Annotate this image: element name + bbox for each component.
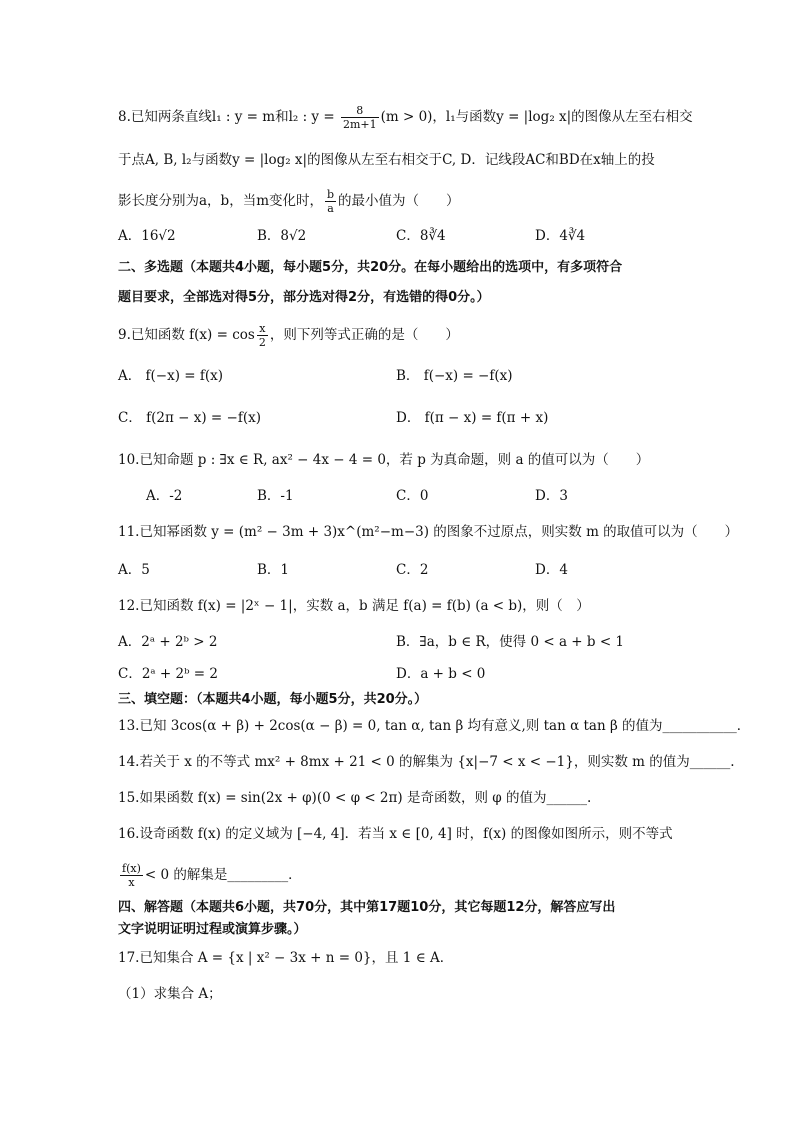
q9-stem (118, 322, 459, 349)
q11-option-c: C．2 (396, 562, 429, 578)
q9-option-d: D． f(π − x) = f(π + x) (396, 410, 549, 426)
q11-option-a: A．5 (118, 562, 150, 578)
q9-option-c: C． f(2π − x) = −f(x) (118, 410, 261, 426)
q8-text-c: (m > 0)，l₁与函数y = |log₂ x|的图像从左至右相交 (380, 109, 693, 125)
q12-option-c: C．2ᵃ + 2ᵇ = 2 (118, 666, 218, 682)
q11-stem: 11.已知幂函数 y = (m² − 3m + 3)x^(m²−m−3) 的图象不过原点，则实数 m 的取值可以为（ ） (118, 524, 739, 540)
q12-option-a: A．2ᵃ + 2ᵇ > 2 (118, 634, 218, 650)
q8-line3 (118, 188, 460, 215)
q8-line3-b: 的最小值为（ ） (338, 193, 460, 209)
q9-stem-a: 9.已知函数 f(x) = cos (118, 327, 255, 343)
q11-option-d: D．4 (535, 562, 568, 578)
q8-frac-num: 8 (341, 104, 379, 118)
q8-line2: 于点A, B, l₂与函数y = |log₂ x|的图像从左至右相交于C, D．记线段AC和BD在x轴上的投 (118, 152, 655, 168)
q8-text-a: 8.已知两条直线l (118, 109, 217, 125)
q10-option-b: B．-1 (257, 488, 294, 504)
q12-stem: 12.已知函数 f(x) = |2ˣ − 1|，实数 a，b 满足 f(a) = f(b) (a < b)，则（ ） (118, 598, 590, 614)
section4-heading-line2: 文字说明证明过程或演算步骤。） (118, 922, 307, 937)
q8-line3-a: 影长度分别为a，b，当m变化时， (118, 193, 323, 209)
q8-ratio-num: b (327, 188, 335, 201)
q9-frac-num: x (257, 322, 268, 336)
q9-option-a: A． f(−x) = f(x) (118, 368, 224, 384)
q17-part1: （1）求集合 A； (118, 986, 222, 1002)
q8-fraction (341, 104, 379, 131)
q8-option-d: D．4∛4 (535, 228, 586, 244)
q8-option-b: B．8√2 (257, 228, 307, 244)
q8-ratio-fraction (325, 188, 336, 215)
q16-frac-den: x (128, 876, 135, 889)
q10-option-a: A．-2 (146, 488, 183, 504)
q16-frac-num: f(x) (122, 862, 141, 875)
q9-option-b: B． f(−x) = −f(x) (396, 368, 513, 384)
q16-fraction (120, 862, 143, 889)
q17-stem: 17.已知集合 A = {x | x² − 3x + n = 0}，且 1 ∈ A． (118, 950, 454, 966)
q12-option-b: B．∃a，b ∈ R，使得 0 < a + b < 1 (396, 634, 625, 650)
q10-option-d: D．3 (535, 488, 568, 504)
q10-option-c: C．0 (396, 488, 429, 504)
q9-frac-den: 2 (258, 336, 266, 349)
q9-fraction (257, 322, 268, 349)
q8-ratio-den: a (327, 202, 334, 215)
section2-heading-line2: 题目要求，全部选对得5分，部分选对得2分，有选错的得0分。） (118, 290, 490, 305)
q9-stem-b: ，则下列等式正确的是（ ） (269, 327, 459, 343)
q8-option-a: A．16√2 (118, 228, 176, 244)
q8-option-c: C．8∛4 (396, 228, 446, 244)
q12-option-d: D．a + b < 0 (396, 666, 486, 682)
q14-stem: 14.若关于 x 的不等式 mx² + 8mx + 21 < 0 的解集为 {x|−7 < x < −1}，则实数 m 的值为______. (118, 754, 735, 770)
q16-line2 (118, 862, 302, 889)
section2-heading-line1: 二、多选题（本题共4小题，每小题5分，共20分。在每小题给出的选项中，有多项符合 (118, 260, 623, 275)
q10-stem: 10.已知命题 p : ∃x ∈ R, ax² − 4x − 4 = 0，若 p 为真命题，则 a 的值可以为（ ） (118, 452, 650, 468)
section4-heading-line1: 四、解答题（本题共6小题，共70分，其中第17题10分，其它每题12分，解答应写出 (118, 900, 616, 915)
q8-line1 (118, 104, 693, 131)
q11-option-b: B．1 (257, 562, 290, 578)
q15-stem: 15.如果函数 f(x) = sin(2x + φ)(0 < φ < 2π) 是奇函数，则 φ 的值为______. (118, 790, 592, 806)
section3-heading: 三、填空题：（本题共4小题，每小题5分，共20分。） (118, 692, 428, 707)
q16-line2-text: < 0 的解集是_________． (144, 867, 302, 883)
q8-frac-den: 2m+1 (342, 118, 377, 131)
q8-text-b: ₁ : y = m和l₂ : y = (216, 109, 339, 125)
q16-line1: 16.设奇函数 f(x) 的定义域为 [−4, 4]．若当 x ∈ [0, 4] 时，f(x) 的图像如图所示，则不等式 (118, 826, 673, 842)
q13-stem: 13.已知 3cos(α + β) + 2cos(α − β) = 0, tan α, tan β 均有意义,则 tan α tan β 的值为___________． (118, 718, 751, 734)
